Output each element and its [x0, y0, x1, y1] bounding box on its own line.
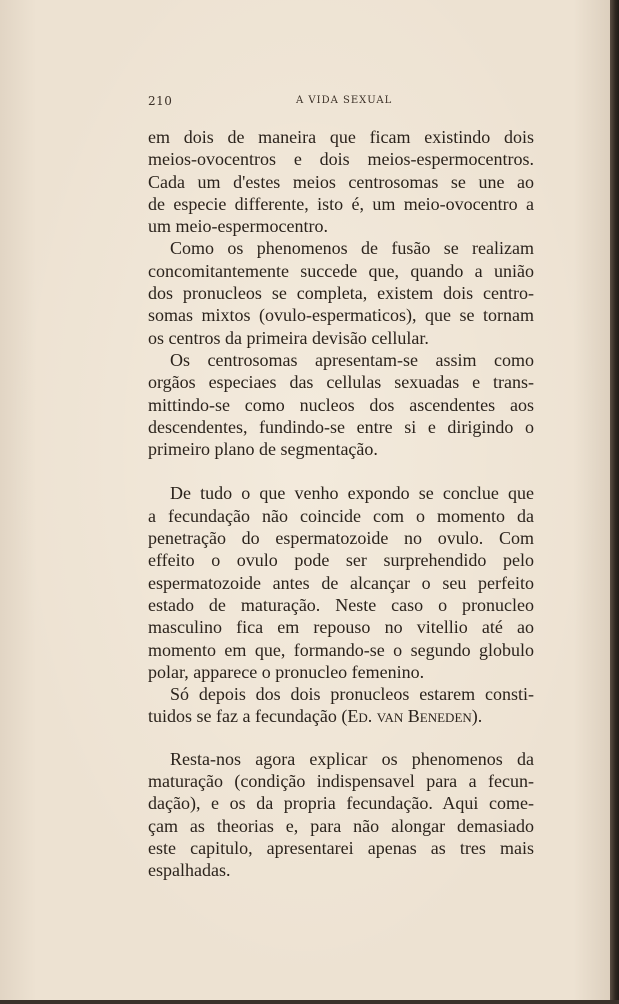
text-line: dação), e os da propria fecundação. Aqui come-	[148, 793, 534, 814]
text-line: effeito o ovulo pode ser surprehendido pelo	[148, 550, 534, 571]
text-line: orgãos especiaes das cellulas sexuadas e trans-	[148, 372, 534, 393]
citation-lead-text: tuidos se faz a fecundação (	[148, 706, 348, 727]
text-line: çam as theorias e, para não alongar demasiado	[148, 815, 534, 836]
text-line: descendentes, fundindo-se entre si e dirigindo o	[148, 416, 534, 437]
text-line: um meio-espermocentro.	[148, 216, 328, 237]
text-line: somas mixtos (ovulo-espermaticos), que se tornam	[148, 305, 534, 326]
text-line: masculino fica em repouso no vitellio até ao	[148, 617, 534, 638]
paragraph-1	[148, 126, 534, 237]
paragraph-6	[148, 748, 534, 882]
text-line: em dois de maneira que ficam existindo dois	[148, 127, 534, 147]
paragraph-3	[148, 349, 534, 460]
text-line: de especie differente, isto é, um meio-ovocentro a	[148, 193, 534, 214]
text-line: espermatozoide antes de alcançar o seu perfeito	[148, 572, 534, 593]
text-line: Cada um d'estes meios centrosomas se une ao	[148, 171, 534, 192]
page-edge-shadow	[610, 0, 619, 1004]
paragraph-4	[148, 482, 534, 683]
text-line: Resta-nos agora explicar os phenomenos da	[170, 748, 534, 769]
text-line: espalhadas.	[148, 860, 231, 881]
text-line: concomitantemente succede que, quando a união	[148, 260, 534, 281]
text-line-with-citation	[148, 705, 534, 727]
text-line: meios-ovocentros e dois meios-espermocentros.	[148, 149, 534, 170]
text-line: este capitulo, apresentarei apenas as tres mais	[148, 837, 534, 858]
text-line: mittindo-se como nucleos dos ascendentes aos	[148, 394, 534, 415]
text-line: momento em que, formando-se o segundo globulo	[148, 639, 534, 660]
author-citation: Ed. van Beneden	[347, 706, 472, 727]
text-line: Como os phenomenos de fusão se realizam	[170, 238, 534, 259]
text-line: polar, apparece o pronucleo femenino.	[148, 661, 425, 682]
body-text	[148, 126, 534, 882]
text-line: maturação (condição indispensavel para a fecun-	[148, 771, 534, 792]
text-line: primeiro plano de segmentação.	[148, 439, 378, 460]
section-gap	[148, 728, 534, 748]
text-line: Os centrosomas apresentam-se assim como	[170, 349, 534, 370]
text-line: dos pronucleos se completa, existem dois centro-	[148, 283, 534, 304]
section-gap	[148, 460, 534, 482]
running-title: A VIDA SEXUAL	[296, 95, 393, 106]
text-line: penetração do espermatozoide no ovulo. Com	[148, 528, 534, 549]
citation-close: ).	[471, 706, 483, 727]
page-bottom-edge	[0, 1000, 619, 1004]
text-line: Só depois dos dois pronucleos estarem consti-	[170, 684, 534, 705]
paragraph-2	[148, 237, 534, 348]
text-line: estado de maturação. Neste caso o pronucleo	[148, 594, 534, 615]
running-head	[148, 94, 530, 110]
text-line: os centros da primeira devisão cellular.	[148, 327, 429, 348]
text-line: De tudo o que venho expondo se conclue que	[170, 483, 534, 504]
text-line: a fecundação não coincide com o momento da	[148, 505, 534, 526]
page-number: 210	[148, 94, 173, 108]
paragraph-5	[148, 683, 534, 728]
